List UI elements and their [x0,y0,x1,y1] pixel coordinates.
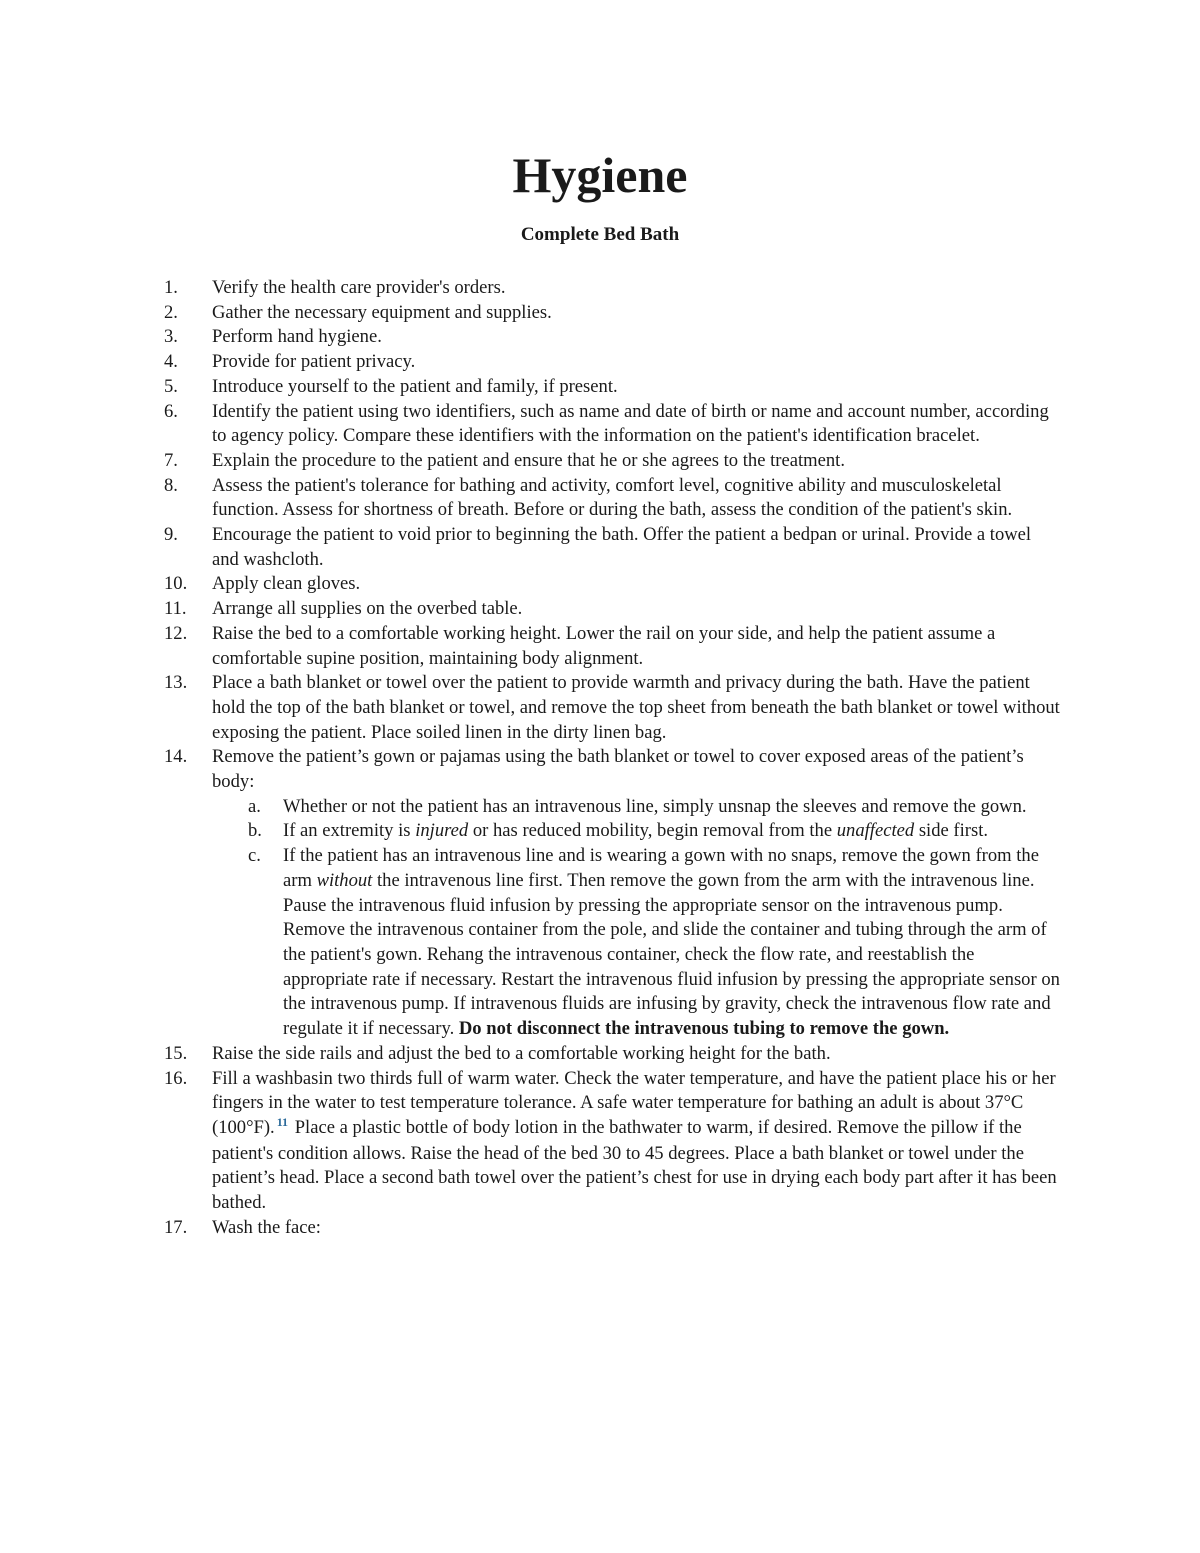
list-item [248,844,1062,1042]
step-text: Raise the side rails and adjust the bed to a comfortable working height for the bath. [212,1042,831,1064]
list-item [164,1067,1062,1216]
list-item [248,819,1062,844]
sub-step-letter: a. [248,795,261,817]
page-subtitle: Complete Bed Bath [520,224,680,245]
step-number: 16. [164,1067,188,1089]
step-text: Apply clean gloves. [212,573,361,595]
list-item [164,671,1062,745]
warning-text: Do not disconnect the intravenous tubing to remove the gown. [458,1018,950,1040]
page-title: Hygiene [512,147,688,203]
sub-step-text: If an extremity is [283,820,416,842]
list-item [164,449,1062,474]
procedure-steps-list [164,276,1062,1240]
list-item [164,745,1062,1041]
sub-steps-list [212,795,1062,1042]
list-item [164,523,1062,572]
step-number: 3. [164,326,178,348]
step-number: 7. [164,449,178,471]
step-number: 2. [164,301,178,323]
sub-step-text: or has reduced mobility, begin removal from the [468,820,837,842]
step-text: Wash the face: [212,1216,321,1238]
list-item [164,597,1062,622]
sub-step-text: side first. [914,820,989,842]
step-text: Remove the patient’s gown or pajamas using the bath blanket or towel to cover exposed areas of the patient’s body: [212,746,1024,793]
step-number: 15. [164,1042,188,1064]
emphasis-text: without [316,869,373,891]
step-number: 8. [164,474,178,496]
step-number: 11. [164,598,187,620]
step-number: 5. [164,375,178,397]
step-text: Introduce yourself to the patient and family, if present. [212,375,618,397]
step-number: 17. [164,1216,188,1238]
step-text: Place a bath blanket or towel over the patient to provide warmth and privacy during the bath. Have the patient hold the top of the bath blanket or towel, and remove the top sheet from beneath the bath blanket or towel without exposing the patient. Place soiled linen in the dirty linen bag. [212,672,1060,743]
step-text: Verify the health care provider's orders. [212,277,506,298]
step-number: 10. [164,573,188,595]
step-number: 6. [164,400,178,422]
list-item [164,301,1062,326]
step-number: 9. [164,524,178,546]
footnote-reference[interactable]: 11 [276,1114,289,1129]
step-number: 12. [164,622,188,644]
step-number: 4. [164,351,178,373]
list-item [164,350,1062,375]
list-item [164,1216,1062,1241]
sub-step-text: If the patient has an intravenous line and is wearing a gown with no snaps, remove the gown from the arm [283,845,1039,891]
sub-step-letter: b. [248,820,262,842]
step-text: Explain the procedure to the patient and ensure that he or she agrees to the treatment. [212,449,845,471]
step-number: 14. [164,746,188,768]
step-text: Gather the necessary equipment and supplies. [212,301,552,323]
emphasis-text: unaffected [836,820,915,842]
list-item [164,325,1062,350]
step-text: Encourage the patient to void prior to beginning the bath. Offer the patient a bedpan or urinal. Provide a towel and washcloth. [212,524,1032,570]
step-text: Raise the bed to a comfortable working height. Lower the rail on your side, and help the patient assume a comfortable supine position, maintaining body alignment. [212,622,996,669]
step-text: Perform hand hygiene. [212,326,382,348]
sub-step-text: Whether or not the patient has an intravenous line, simply unsnap the sleeves and remove the gown. [283,795,1027,817]
list-item [248,795,1062,820]
list-item [164,276,1062,301]
step-text: Assess the patient's tolerance for bathing and activity, comfort level, cognitive ability and musculoskeletal function. Assess for shortness of breath. Before or during the bath, assess the condition of the patient's skin. [212,474,1013,521]
step-text: Place a plastic bottle of body lotion in the bathwater to warm, if desired. Remove the pillow if the patient's condition allows. Raise the head of the bed 30 to 45 degrees. Place a bath blanket or towel under the patient’s head. Place a second bath towel over the patient’s chest for use in drying each body part after it has been bathed. [212,1116,1057,1214]
step-text: Identify the patient using two identifiers, such as name and date of birth or name and account number, according to agency policy. Compare these identifiers with the information on the patient's identification bracelet. [212,400,1049,447]
emphasis-text: injured [415,820,469,842]
sub-step-letter: c. [248,845,261,867]
list-item [164,622,1062,671]
step-number: 1. [164,277,178,298]
list-item [164,1042,1062,1067]
list-item [164,400,1062,449]
step-text: Arrange all supplies on the overbed table. [212,598,523,620]
list-item [164,572,1062,597]
step-number: 13. [164,672,188,694]
step-text: Fill a washbasin two thirds full of warm water. Check the water temperature, and have the patient place his or her fingers in the water to test temperature tolerance. A safe water temperature for bathing an adult is about 37°C (100°F). [212,1067,1056,1138]
sub-step-text: the intravenous line first. Then remove the gown from the arm with the intravenous line. Pause the intravenous fluid infusion by pressing the appropriate sensor on the intravenous pump. Remove the intravenous container from the pole, and slide the container and tubing through the arm of the patient's gown. Rehang the intravenous container, check the flow rate, and reestablish the appropriate rate if necessary. Restart the intravenous fluid infusion by pressing the appropriate sensor on the intravenous pump. If intravenous fluids are infusing by gravity, check the intravenous flow rate and regulate it if necessary. [283,869,1060,1040]
step-text: Provide for patient privacy. [212,351,416,373]
list-item [164,474,1062,523]
list-item [164,375,1062,400]
